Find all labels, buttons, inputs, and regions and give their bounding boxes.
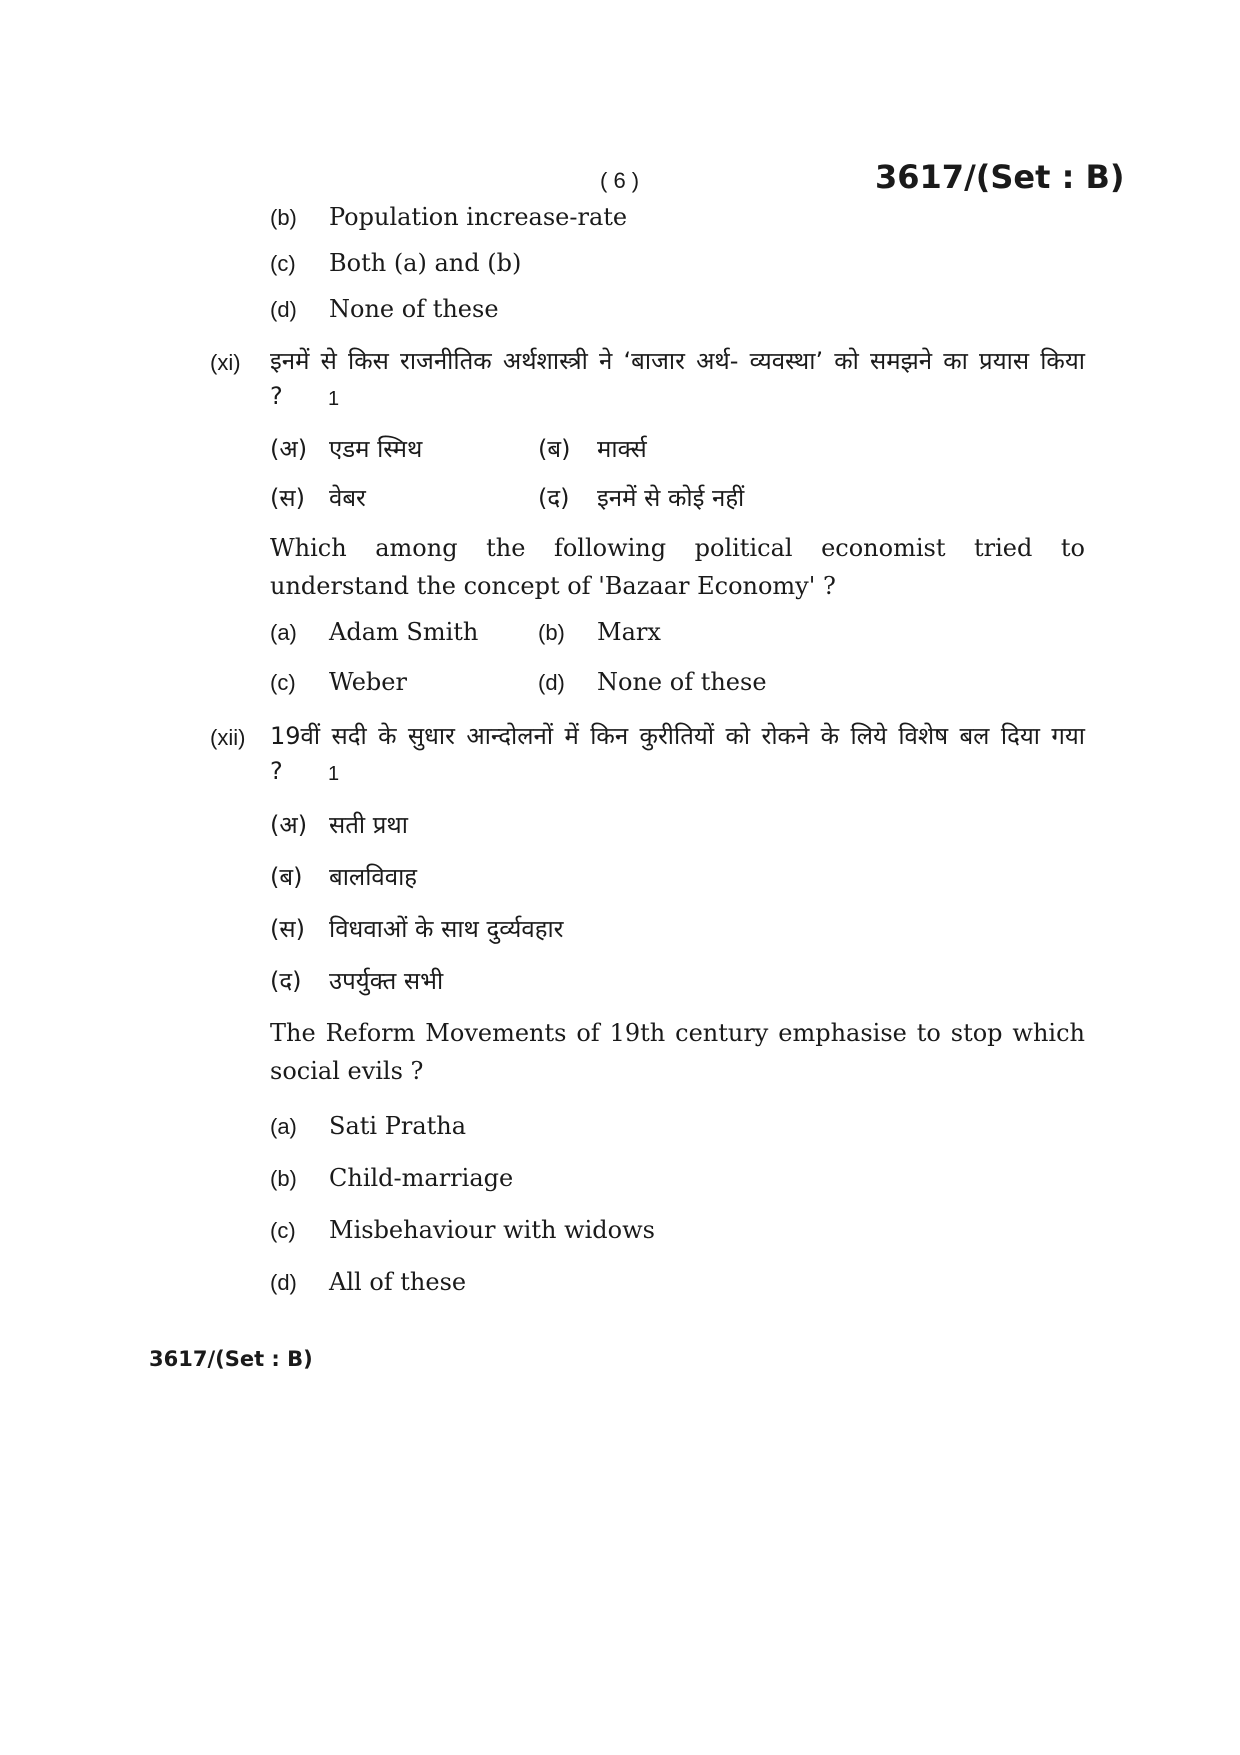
paper-code-footer: 3617/(Set : B) xyxy=(149,1347,313,1371)
option-label: (d) xyxy=(270,1270,297,1295)
question-mark-symbol: ? xyxy=(270,382,283,410)
option-label: (c) xyxy=(270,670,296,695)
marks-value: 1 xyxy=(328,763,340,785)
option-label: (a) xyxy=(270,1114,297,1139)
option-label: (a) xyxy=(270,620,297,645)
option-label: (d) xyxy=(270,297,297,322)
option-text: इनमें से कोई नहीं xyxy=(597,484,745,512)
option-label: (b) xyxy=(538,620,565,645)
option-text: वेबर xyxy=(329,484,366,512)
option-text: Misbehaviour with widows xyxy=(329,1216,655,1244)
question-number: (xi) xyxy=(210,350,241,375)
option-label: (ब) xyxy=(538,435,571,463)
option-text: मार्क्स xyxy=(597,435,647,463)
option-text: Population increase-rate xyxy=(329,203,628,231)
option-text: एडम स्मिथ xyxy=(329,435,423,463)
option-label: (अ) xyxy=(270,811,308,839)
question-english-text: The Reform Movements of 19th century emphasise to stop which social evils ? xyxy=(270,1019,1085,1085)
option-label: (b) xyxy=(270,205,297,230)
option-label: (ब) xyxy=(270,863,303,891)
option-label: (स) xyxy=(270,484,305,512)
question-hindi-text: 19वीं सदी के सुधार आन्दोलनों में किन कुरीतियों को रोकने के लिये विशेष बल दिया गया xyxy=(270,722,1085,750)
option-label: (द) xyxy=(270,967,302,995)
option-text: None of these xyxy=(329,295,499,323)
page-number: ( 6 ) xyxy=(600,168,640,193)
option-label: (द) xyxy=(538,484,570,512)
marks-value: 1 xyxy=(328,388,340,410)
option-text: Adam Smith xyxy=(329,618,479,646)
question-mark-symbol: ? xyxy=(270,757,283,785)
option-text: Both (a) and (b) xyxy=(329,249,522,277)
option-text: उपर्युक्त सभी xyxy=(329,967,444,995)
option-text: बालविवाह xyxy=(329,863,418,891)
option-label: (b) xyxy=(270,1166,297,1191)
option-label: (c) xyxy=(270,251,296,276)
question-english-text: Which among the following political economist tried to understand the concept of 'Bazaar Economy' ? xyxy=(270,534,1085,600)
option-label: (d) xyxy=(538,670,565,695)
option-label: (अ) xyxy=(270,435,308,463)
option-text: विधवाओं के साथ दुर्व्यवहार xyxy=(329,915,564,943)
paper-code-header: 3617/(Set : B) xyxy=(875,158,1125,196)
option-text: सती प्रथा xyxy=(329,811,408,839)
question-hindi-text: इनमें से किस राजनीतिक अर्थशास्त्री ने ‘बाजार अर्थ- व्यवस्था’ को समझने का प्रयास किया xyxy=(270,347,1085,375)
option-text: Weber xyxy=(329,668,407,696)
option-text: All of these xyxy=(329,1268,467,1296)
option-text: Child-marriage xyxy=(329,1164,514,1192)
option-text: Sati Pratha xyxy=(329,1112,467,1140)
question-number: (xii) xyxy=(210,725,246,750)
option-text: Marx xyxy=(597,618,661,646)
option-text: None of these xyxy=(597,668,767,696)
option-label: (c) xyxy=(270,1218,296,1243)
option-label: (स) xyxy=(270,915,305,943)
